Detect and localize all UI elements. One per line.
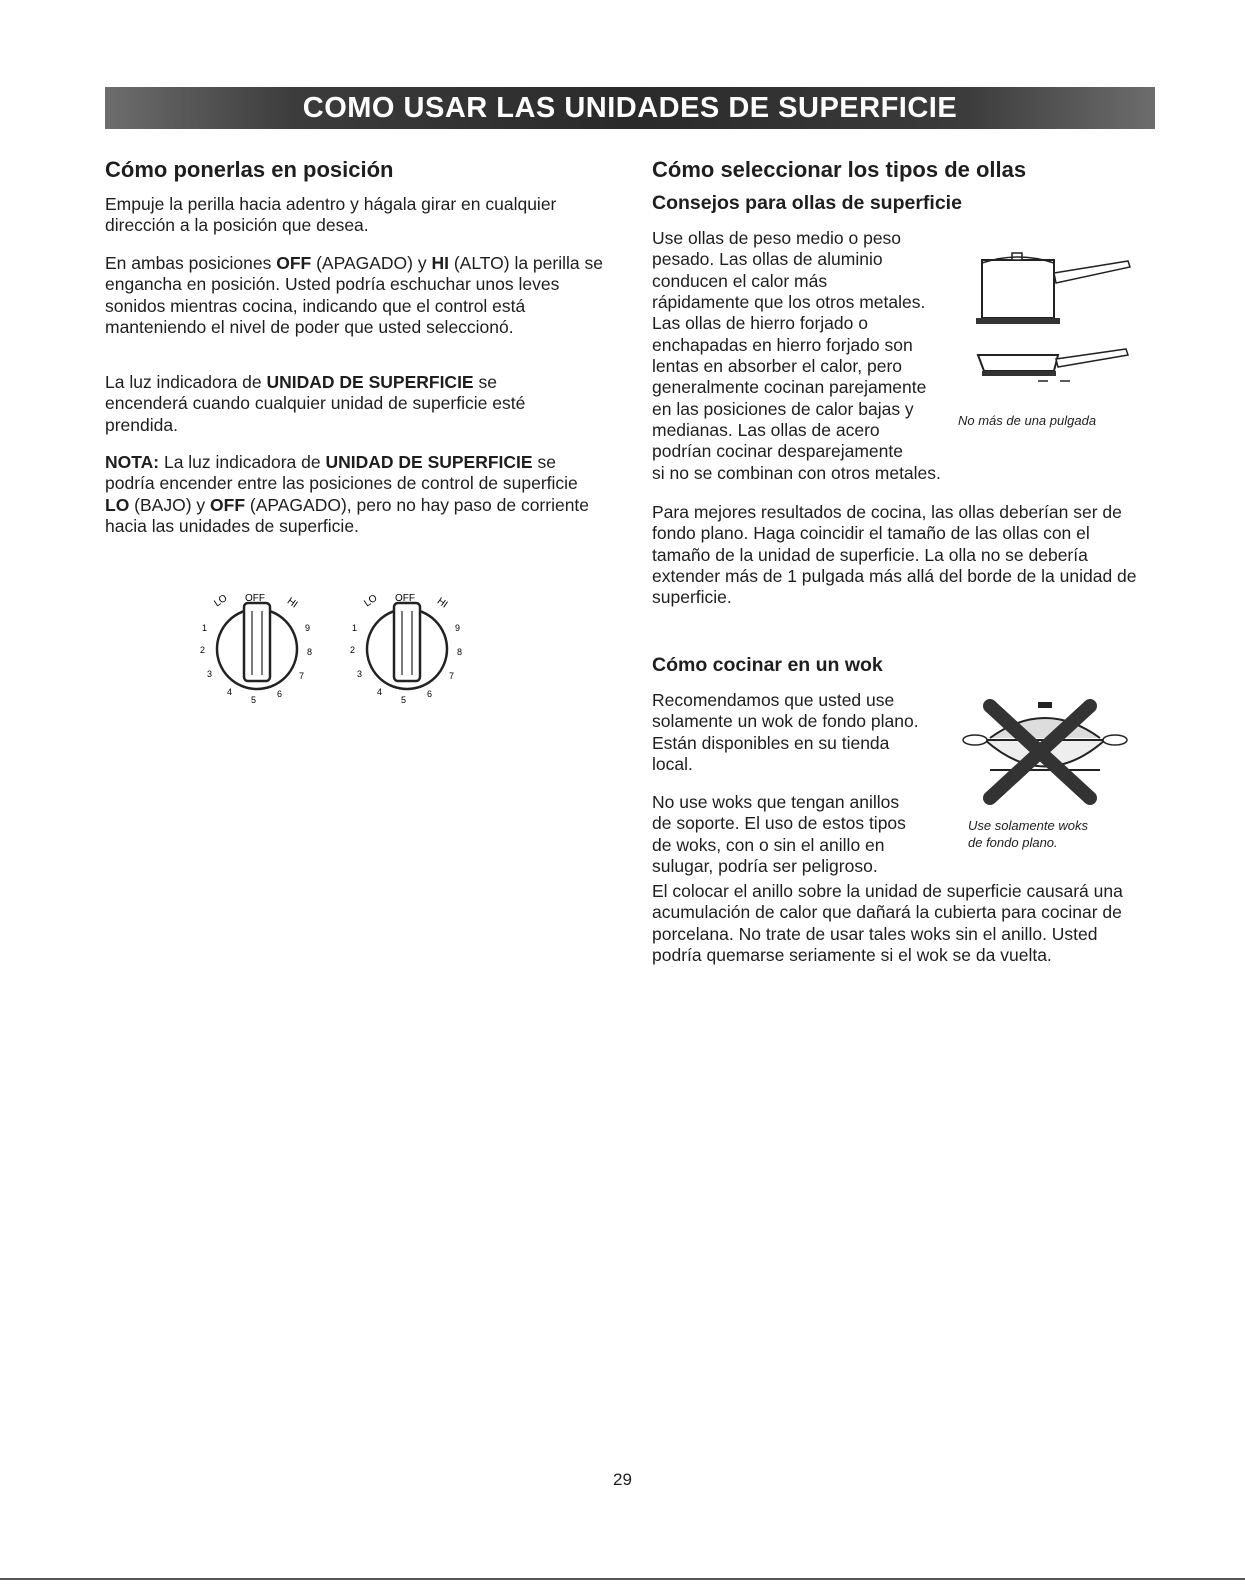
right-heading: Cómo seleccionar los tipos de ollas: [652, 157, 1027, 182]
wok-paragraph-3: El colocar el anillo sobre la unidad de superficie causará una acumulación de calor que dañará la cubierta para cocinar de porcelana. No trate de usar tales woks sin el anillo. Usted podría quemarse seriamente si el wok se da vuelta.: [652, 881, 1123, 966]
svg-text:5: 5: [251, 695, 257, 705]
svg-text:8: 8: [457, 647, 463, 657]
section-banner: [105, 87, 1155, 129]
wok-illustration: [960, 688, 1130, 813]
svg-text:9: 9: [455, 623, 461, 633]
svg-text:HI: HI: [434, 595, 450, 611]
svg-text:2: 2: [350, 645, 356, 655]
left-paragraph-3: La luz indicadora de UNIDAD DE SUPERFICIE se encenderá cuando cualquier unidad de superficie esté prendida.: [105, 372, 526, 435]
cookware-paragraph: Use ollas de peso medio o peso pesado. Las ollas de aluminio conducen el calor más rápidamente que los otros metales. Las ollas de hierro forjado o enchapadas en hierro forjado son lentas en absorber el calor, pero generalmente cocinan parejamente en las posiciones de calor bajas y medianas. Las ollas de acero podrían cocinar desparejamente si no se combinan con otros metales.: [652, 228, 941, 483]
knob-right: [350, 593, 462, 705]
knob-left-off-label: OFF: [245, 593, 265, 604]
knob-right-off-label: OFF: [395, 593, 415, 604]
pot-caption: No más de una pulgada: [958, 413, 1097, 428]
section-title: COMO USAR LAS UNIDADES DE SUPERFICIE: [302, 91, 958, 124]
svg-text:1: 1: [352, 623, 358, 633]
right-subheading: Consejos para ollas de superficie: [652, 192, 962, 214]
page-number: 29: [613, 1470, 632, 1489]
svg-text:3: 3: [207, 669, 213, 679]
saucepan-icon: [976, 253, 1130, 324]
svg-text:7: 7: [449, 671, 455, 681]
svg-text:5: 5: [401, 695, 407, 705]
svg-text:1: 1: [202, 623, 208, 633]
control-knobs-illustration: [185, 585, 485, 715]
pots-illustration: [968, 245, 1138, 395]
svg-text:4: 4: [227, 687, 233, 697]
wok-caption: Use solamente woks de fondo plano.: [968, 818, 1088, 850]
left-heading: Cómo ponerlas en posición: [105, 157, 394, 182]
svg-text:8: 8: [307, 647, 313, 657]
svg-text:HI: HI: [284, 595, 300, 611]
left-paragraph-2: En ambas posiciones OFF (APAGADO) y HI (ALTO) la perilla se engancha en posición. Usted podría eschuchar unos leves sonidos mientras cocina, indicando que el control está manteniendo el nivel de poder que usted seleccionó.: [105, 253, 603, 338]
svg-text:6: 6: [427, 689, 433, 699]
wok-heading: Cómo cocinar en un wok: [652, 654, 883, 676]
wok-paragraph-2: No use woks que tengan anillos de soporte. El uso de estos tipos de woks, con o sin el anillo en sulugar, podría ser peligroso.: [652, 792, 906, 877]
knob-left: [200, 593, 312, 705]
skillet-icon: [978, 349, 1128, 381]
svg-text:7: 7: [299, 671, 305, 681]
cookware-paragraph-2: Para mejores resultados de cocina, las ollas deberían ser de fondo plano. Haga coincidir el tamaño de las ollas con el tamaño de la unidad de superficie. La olla no se debería extender más de 1 pulgada más allá del borde de la unidad de superficie.: [652, 502, 1137, 608]
svg-text:9: 9: [305, 623, 311, 633]
svg-text:6: 6: [277, 689, 283, 699]
svg-text:2: 2: [200, 645, 206, 655]
wok-paragraph-1: Recomendamos que usted use solamente un wok de fondo plano. Están disponibles en su tienda local.: [652, 690, 919, 775]
svg-text:4: 4: [377, 687, 383, 697]
bottom-rule: [0, 1578, 1245, 1580]
svg-text:3: 3: [357, 669, 363, 679]
svg-text:LO: LO: [362, 592, 380, 610]
left-paragraph-4: NOTA: La luz indicadora de UNIDAD DE SUPERFICIE se podría encender entre las posiciones de control de superficie LO (BAJO) y OFF (APAGADO), pero no hay paso de corriente hacia las unidades de superficie.: [105, 452, 590, 537]
svg-text:LO: LO: [212, 592, 230, 610]
left-paragraph-1: Empuje la perilla hacia adentro y hágala girar en cualquier dirección a la posición que desea.: [105, 194, 557, 236]
